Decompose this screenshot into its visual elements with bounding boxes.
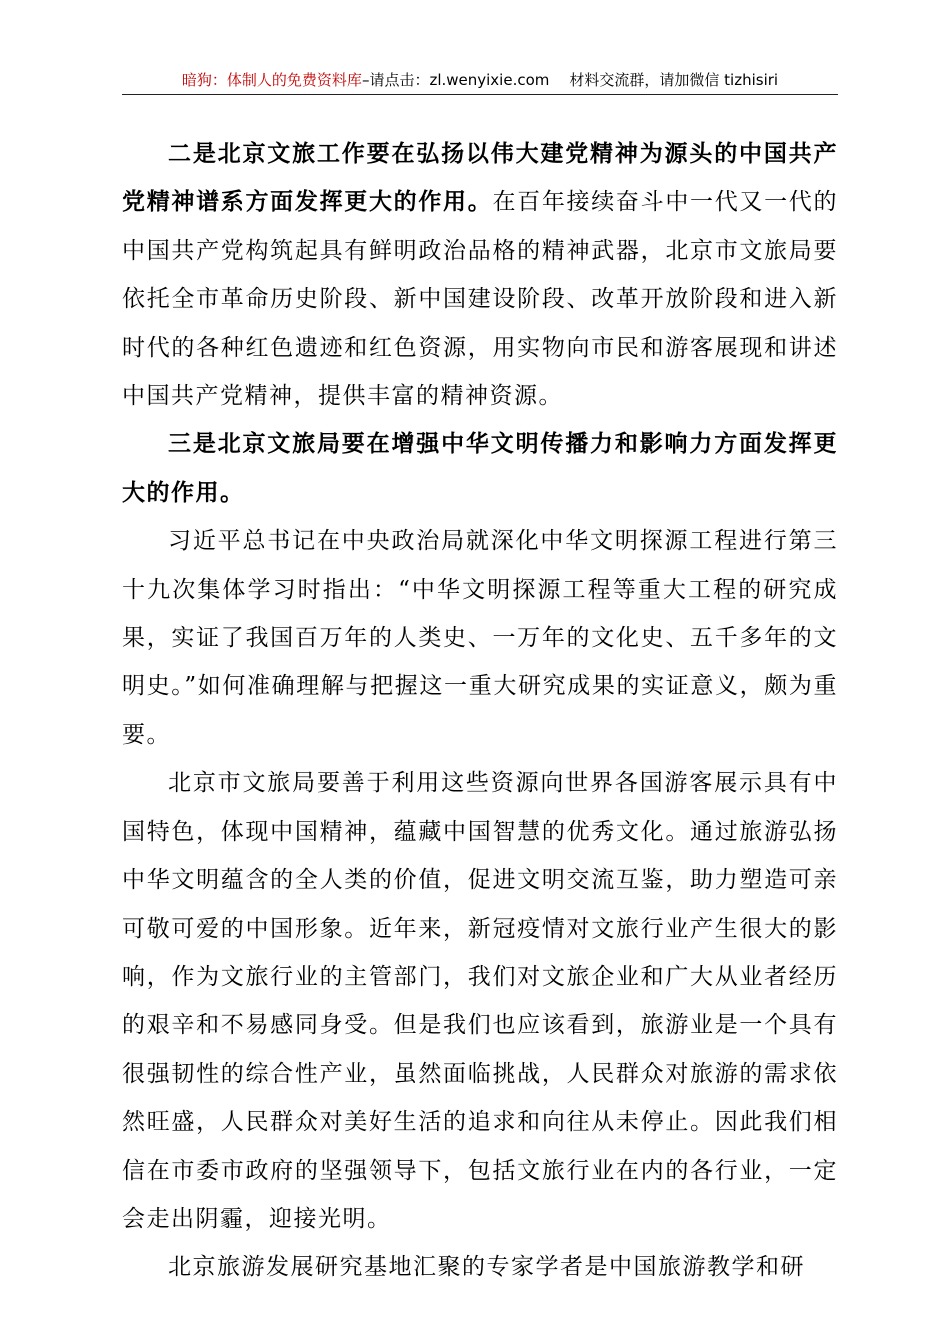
paragraph-culture-tourism: 北京市文旅局要善于利用这些资源向世界各国游客展示具有中国特色，体现中国精神，蕴藏中国智慧的优秀文化。通过旅游弘扬中华文明蕴含的全人类的价值，促进文明交流互鉴，助力塑造可亲可敬可爱的中国形象。近年来，新冠疫情对文旅行业产生很大的影响，作为文旅行业的主管部门，我们对文旅企业和广大从业者经历的艰辛和不易感同身受。但是我们也应该看到，旅游业是一个具有很强韧性的综合性产业，虽然面临挑战，人民群众对旅游的需求依然旺盛，人民群众对美好生活的追求和向往从未停止。因此我们相信在市委市政府的坚强领导下，包括文旅行业在内的各行业，一定会走出阴霾，迎接光明。 [122, 770, 838, 1232]
paragraph-xi-quote: 习近平总书记在中央政治局就深化中华文明探源工程进行第三十九次集体学习时指出：“中华文明探源工程等重大工程的研究成果，实证了我国百万年的人类史、一万年的文化史、五千多年的文明史。”如何准确理解与把握这一重大研究成果的实证意义，颇为重要。 [122, 528, 838, 748]
header-group-text: 材料交流群，请加微信 tizhisiri [569, 71, 779, 89]
document-body [122, 130, 838, 1292]
paragraph-point-two [122, 130, 838, 420]
page-header [122, 68, 838, 95]
header-click-text: –请点击： [361, 71, 430, 89]
paragraph-point-three: 三是北京文旅局要在增强中华文明传播力和影响力方面发挥更大的作用。 [122, 431, 838, 506]
header-ad-text: 暗狗：体制人的免费资料库 [181, 71, 362, 89]
paragraph-research-base: 北京旅游发展研究基地汇聚的专家学者是中国旅游教学和研 [168, 1254, 805, 1281]
paragraph-heading-two: 二是北京文旅工作要在弘扬以伟大建党精神为源头的中国共产党精神谱系方面发挥更大的作用。 [122, 141, 838, 216]
paragraph-body-two: 在百年接续奋斗中一代又一代的中国共产党构筑起具有鲜明政治品格的精神武器，北京市文旅局要依托全市革命历史阶段、新中国建设阶段、改革开放阶段和进入新时代的各种红色遗迹和红色资源，用实物向市民和游客展现和讲述中国共产党精神，提供丰富的精神资源。 [122, 189, 839, 410]
header-url-link[interactable]: zl.wenyixie.com [429, 71, 550, 89]
